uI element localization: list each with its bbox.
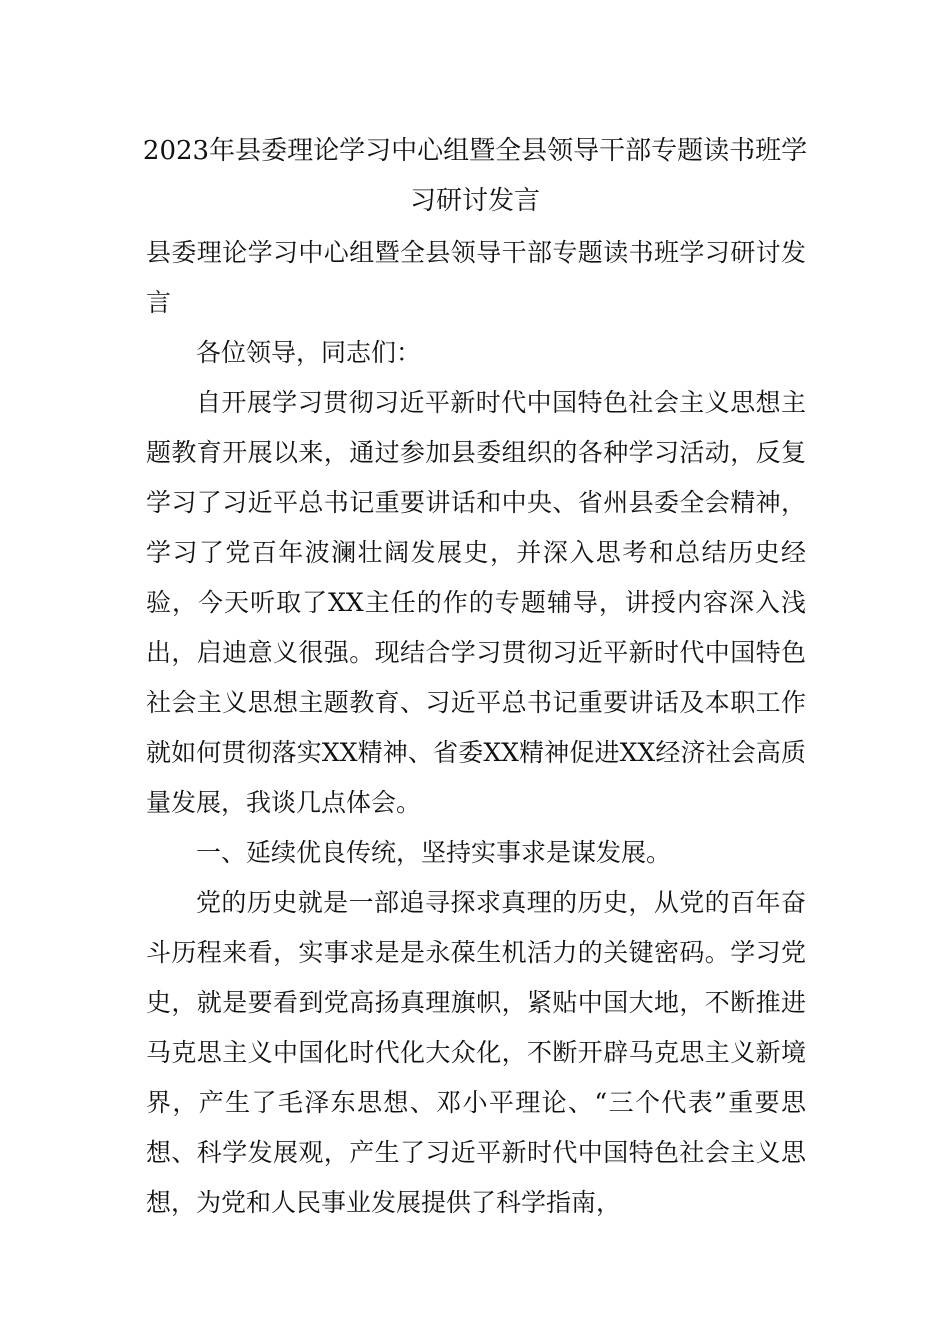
document-title: 2023年县委理论学习中心组暨全县领导干部专题读书班学习研讨发言 [142,136,808,216]
greeting: 各位领导，同志们： [196,338,422,367]
paragraph-section-1: 党的历史就是一部追寻探求真理的历史，从党的百年奋斗历程来看，实事求是是永葆生机活力的关键密码。学习党史，就是要看到党高扬真理旗帜，紧贴中国大地，不断推进马克思主义中国化时代化大众化，不断开辟马克思主义新境界，产生了毛泽东思想、邓小平理论、“三个代表”重要思想、科学发展观，产生了习近平新时代中国特色社会主义思想，为党和人民事业发展提供了科学指南， [146,888,806,1217]
document-subtitle: 县委理论学习中心组暨全县领导干部专题读书班学习研讨发言 [146,238,806,317]
document-body [146,228,806,1228]
paragraph-intro: 自开展学习贯彻习近平新时代中国特色社会主义思想主题教育开展以来，通过参加县委组织的各种学习活动，反复学习了习近平总书记重要讲话和中央、省州县委全会精神，学习了党百年波澜壮阔发展史，并深入思考和总结历史经验，今天听取了XX主任的作的专题辅导，讲授内容深入浅出，启迪意义很强。现结合学习贯彻习近平新时代中国特色社会主义思想主题教育、习近平总书记重要讲话及本职工作就如何贯彻落实XX精神、省委XX精神促进XX经济社会高质量发展，我谈几点体会。 [146,388,806,817]
section-heading-1: 一、延续优良传统，坚持实事求是谋发展。 [196,838,672,867]
